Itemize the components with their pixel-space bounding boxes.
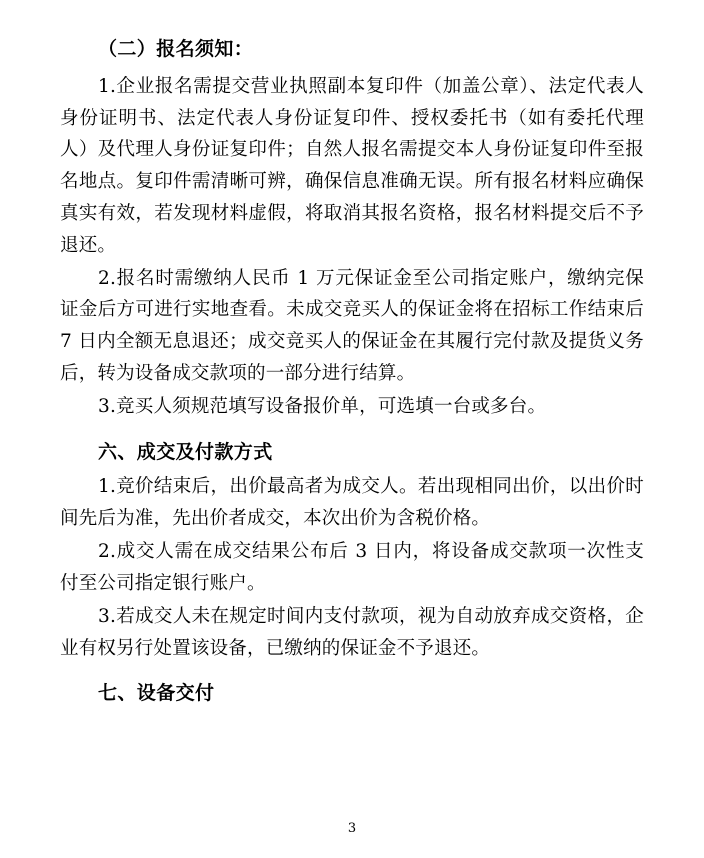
paragraph-six-3: 3.若成交人未在规定时间内支付款项，视为自动放弃成交资格，企业有权另行处置该设备，已缴纳的保证金不予退还。 — [60, 605, 644, 659]
paragraph-six-2: 2.成交人需在成交结果公布后 3 日内，将设备成交款项一次性支付至公司指定银行账户。 — [60, 541, 644, 594]
document-body — [60, 34, 644, 709]
paragraph-registration-2: 2.报名时需缴纳人民币 1 万元保证金至公司指定账户，缴纳完保证金后方可进行实地查看。未成交竞买人的保证金将在招标工作结束后 7 日内全额无息退还；成交竞买人的保证金在其履行完付款及提货义务后，转为设备成交款项的一部分进行结算。 — [60, 267, 644, 385]
page-number: 3 — [347, 821, 357, 836]
section-heading-seven: 七、设备交付 — [98, 682, 215, 705]
paragraph-registration-3: 3.竞买人须规范填写设备报价单，可选填一台或多台。 — [98, 395, 547, 417]
paragraph-registration-1: 1.企业报名需提交营业执照副本复印件（加盖公章）、法定代表人身份证明书、法定代表人身份证复印件、授权委托书（如有委托代理人）及代理人身份证复印件；自然人报名需提交本人身份证复印件至报名地点。复印件需清晰可辨，确保信息准确无误。所有报名材料应确保真实有效，若发现材料虚假，将取消其报名资格，报名材料提交后不予退还。 — [60, 75, 644, 256]
section-heading-six: 六、成交及付款方式 — [98, 440, 273, 463]
paragraph-six-1: 1.竞价结束后，出价最高者为成交人。若出现相同出价，以出价时间先后为准，先出价者成交，本次出价为含税价格。 — [60, 476, 644, 530]
section-heading-registration-notice: （二）报名须知： — [98, 38, 254, 60]
